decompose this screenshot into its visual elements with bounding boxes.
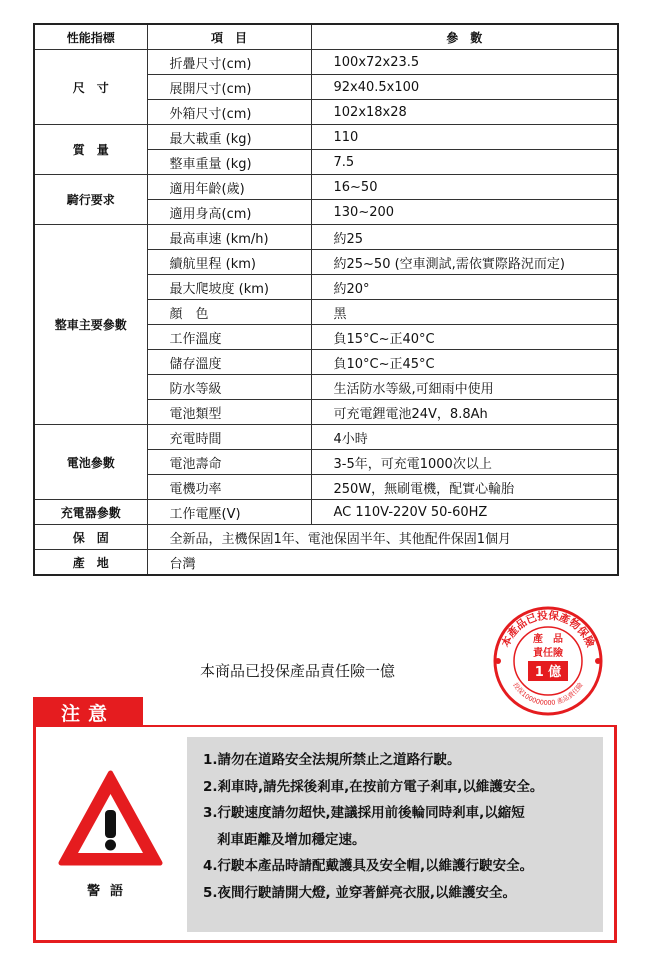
item-cell: 電池壽命 xyxy=(147,450,311,475)
table-row xyxy=(34,500,618,525)
table-row xyxy=(34,550,618,576)
category-cell: 質 量 xyxy=(34,125,147,175)
value-cell: 約20° xyxy=(311,275,618,300)
table-row xyxy=(34,125,618,150)
stamp-top-text: 本產品已投保產物保險 xyxy=(499,609,597,650)
notice-title: 注意 xyxy=(33,697,143,727)
category-cell: 充電器參數 xyxy=(34,500,147,525)
item-cell: 外箱尺寸(cm) xyxy=(147,100,311,125)
list-item: 4.行駛本產品時請配戴護具及安全帽,以維護行駛安全。 xyxy=(203,858,534,874)
item-cell: 最大爬坡度 (km) xyxy=(147,275,311,300)
value-cell: 100x72x23.5 xyxy=(311,50,618,75)
item-cell: 整車重量 (kg) xyxy=(147,150,311,175)
value-cell: 3-5年，可充電1000次以上 xyxy=(311,450,618,475)
stamp-line2: 責任險 xyxy=(533,648,563,659)
item-cell: 續航里程 (km) xyxy=(147,250,311,275)
item-cell: 電機功率 xyxy=(147,475,311,500)
value-cell: 102x18x28 xyxy=(311,100,618,125)
spec-table xyxy=(33,23,619,576)
value-cell: 250W，無刷電機，配實心輪胎 xyxy=(311,475,618,500)
stamp-bottom-text: 投保100000000 產品責任險 xyxy=(511,681,585,708)
header-category: 性能指標 xyxy=(34,24,147,50)
category-cell: 尺 寸 xyxy=(34,50,147,125)
value-cell: AC 110V-220V 50-60HZ xyxy=(311,500,618,525)
warranty-value: 全新品，主機保固1年、電池保固半年、其他配件保固1個月 xyxy=(147,525,618,550)
item-cell: 防水等級 xyxy=(147,375,311,400)
value-cell: 7.5 xyxy=(311,150,618,175)
list-item: 1.請勿在道路安全法規所禁止之道路行駛。 xyxy=(203,752,461,768)
insurance-stamp xyxy=(492,605,604,717)
table-row xyxy=(34,225,618,250)
value-cell: 負15°C~正40°C xyxy=(311,325,618,350)
value-cell: 可充電鋰電池24V，8.8Ah xyxy=(311,400,618,425)
stamp-amount: 1 億 xyxy=(534,665,562,680)
value-cell: 約25 xyxy=(311,225,618,250)
category-cell: 整車主要參數 xyxy=(34,225,147,425)
table-row xyxy=(34,525,618,550)
insurance-text: 本商品已投保產品責任險一億 xyxy=(200,662,396,680)
value-cell: 約25~50 (空車測試,需依實際路況而定) xyxy=(311,250,618,275)
item-cell: 適用身高(cm) xyxy=(147,200,311,225)
notice-rules xyxy=(187,737,603,932)
value-cell: 110 xyxy=(311,125,618,150)
list-item: 5.夜間行駛請開大燈, 並穿著鮮亮衣服,以維護安全。 xyxy=(203,884,516,901)
item-cell: 電池類型 xyxy=(147,400,311,425)
category-cell: 保 固 xyxy=(34,525,147,550)
table-header-row xyxy=(34,24,618,50)
category-cell: 電池參數 xyxy=(34,425,147,500)
item-cell: 工作溫度 xyxy=(147,325,311,350)
header-value: 參 數 xyxy=(311,24,618,50)
item-cell: 顏 色 xyxy=(147,300,311,325)
value-cell: 4小時 xyxy=(311,425,618,450)
value-cell: 負10°C~正45°C xyxy=(311,350,618,375)
table-row xyxy=(34,175,618,200)
item-cell: 最高車速 (km/h) xyxy=(147,225,311,250)
item-cell: 最大載重 (kg) xyxy=(147,125,311,150)
item-cell: 展開尺寸(cm) xyxy=(147,75,311,100)
value-cell: 黑 xyxy=(311,300,618,325)
warning-label: 警語 xyxy=(86,884,133,899)
item-cell: 儲存溫度 xyxy=(147,350,311,375)
item-cell: 適用年齡(歲) xyxy=(147,175,311,200)
table-row xyxy=(34,425,618,450)
list-item: 2.剎車時,請先採後剎車,在按前方電子剎車,以維護安全。 xyxy=(203,778,544,795)
item-cell: 充電時間 xyxy=(147,425,311,450)
value-cell: 92x40.5x100 xyxy=(311,75,618,100)
header-item: 項 目 xyxy=(147,24,311,50)
list-item: 3.行駛速度請勿超快,建議採用前後輪同時剎車,以縮短 xyxy=(203,805,525,821)
category-cell: 產 地 xyxy=(34,550,147,576)
item-cell: 工作電壓(V) xyxy=(147,500,311,525)
stamp-line1: 產 品 xyxy=(533,634,563,645)
category-cell: 騎行要求 xyxy=(34,175,147,225)
value-cell: 生活防水等級,可細雨中使用 xyxy=(311,375,618,400)
value-cell: 130~200 xyxy=(311,200,618,225)
origin-value: 台灣 xyxy=(147,550,618,576)
warning-icon xyxy=(58,770,163,868)
value-cell: 16~50 xyxy=(311,175,618,200)
item-cell: 折疊尺寸(cm) xyxy=(147,50,311,75)
list-item: 剎車距離及增加穩定速。 xyxy=(217,831,366,848)
table-row xyxy=(34,50,618,75)
